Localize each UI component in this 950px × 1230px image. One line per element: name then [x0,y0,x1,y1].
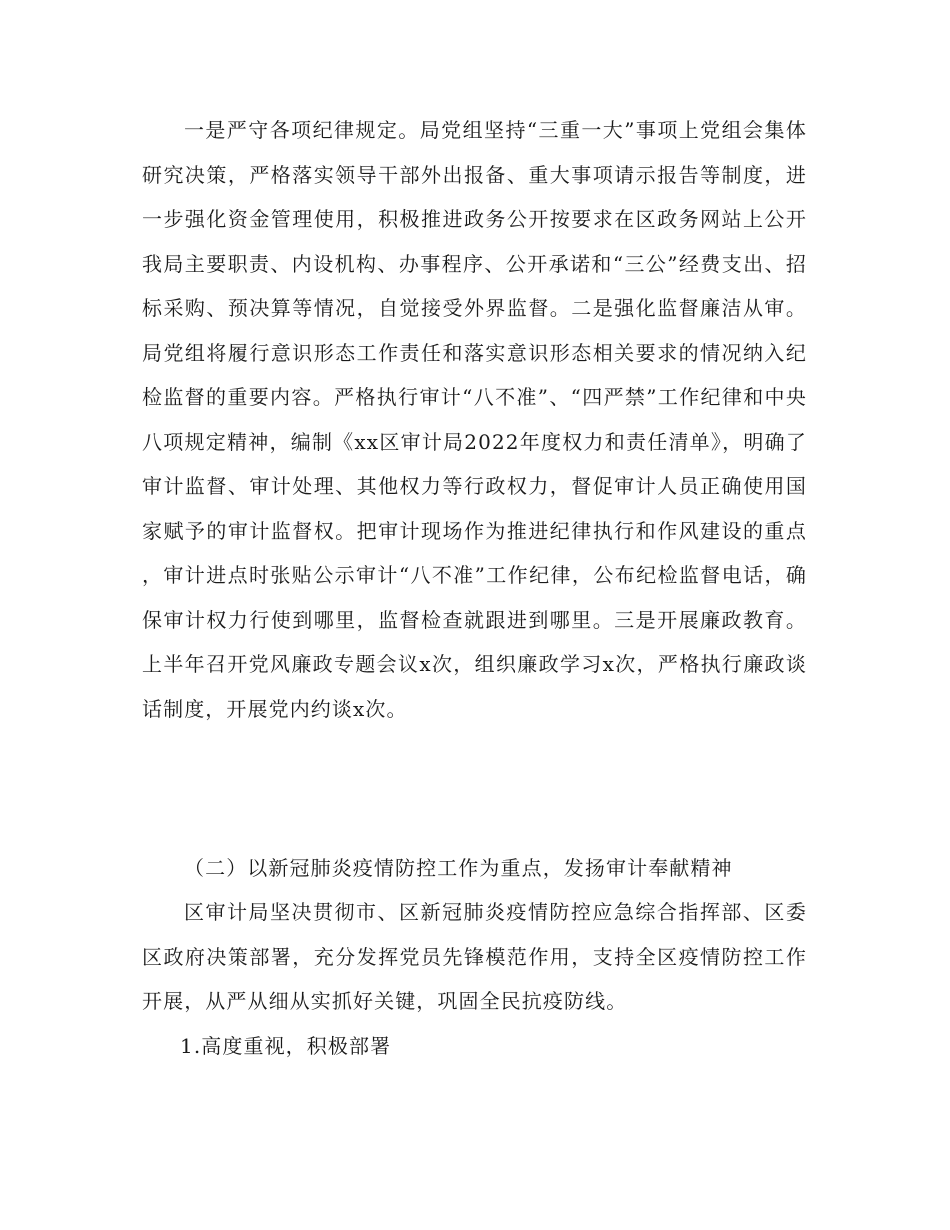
section-heading-epidemic: （二）以新冠肺炎疫情防控工作为重点，发扬审计奉献精神 [184,856,733,880]
subsection-heading: 1.高度重视，积极部署 [180,1034,392,1058]
body-paragraph-epidemic: 区审计局坚决贯彻市、区新冠肺炎疫情防控应急综合指挥部、区委区政府决策部署，充分发挥党员先锋模范作用，支持全区疫情防控工作开展，从严从细从实抓好关键，巩固全民抗疫防线。 [142,900,807,1013]
body-paragraph-discipline: 一是严守各项纪律规定。局党组坚持“三重一大”事项上党组会集体研究决策，严格落实领导干部外出报备、重大事项请示报告等制度，进一步强化资金管理使用，积极推进政务公开按要求在区政务网站上公开我局主要职责、内设机构、办事程序、公开承诺和“三公”经费支出、招标采购、预决算等情况，自觉接受外界监督。二是强化监督廉洁从审。局党组将履行意识形态工作责任和落实意识形态相关要求的情况纳入纪检监督的重要内容。严格执行审计“八不准”、“四严禁”工作纪律和中央八项规定精神，编制《xx区审计局2022年度权力和责任清单》，明确了审计监督、审计处理、其他权力等行政权力，督促审计人员正确使用国家赋予的审计监督权。把审计现场作为推进纪律执行和作风建设的重点，审计进点时张贴公示审计“八不准”工作纪律，公布纪检监督电话，确保审计权力行使到哪里，监督检查就跟进到哪里。三是开展廉政教育。上半年召开党风廉政专题会议x次，组织廉政学习x次，严格执行廉政谈话制度，开展党内约谈x次。 [142,118,807,721]
